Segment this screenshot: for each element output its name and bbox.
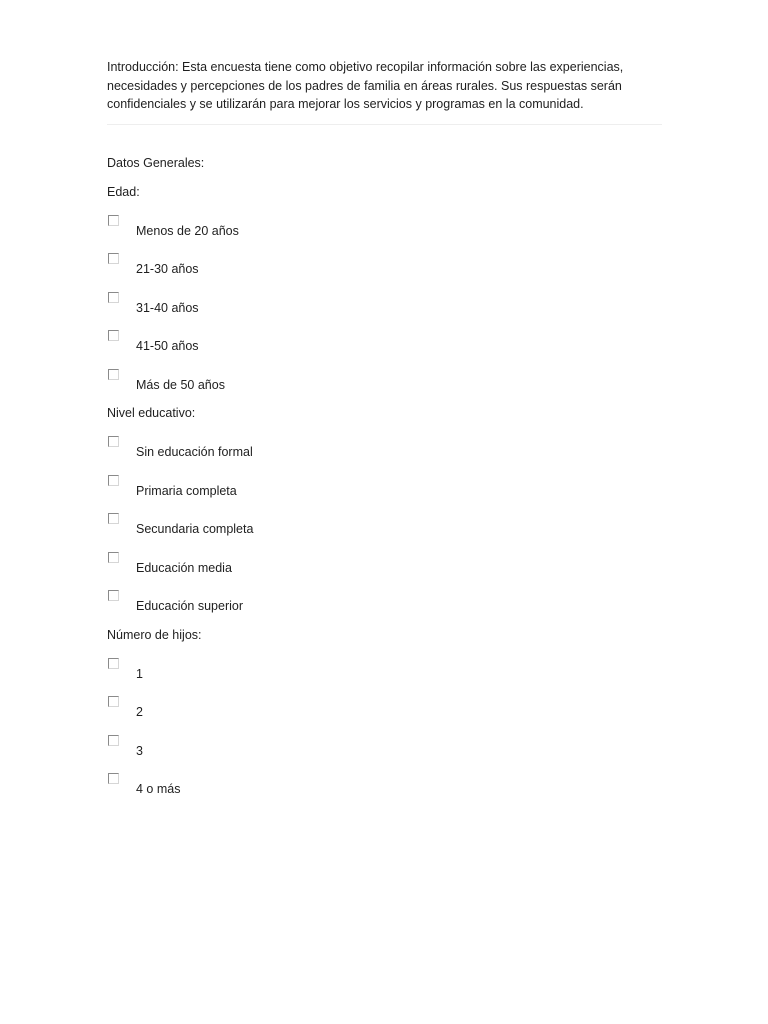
option-label: Primaria completa (136, 483, 237, 498)
checkbox-icon[interactable] (108, 658, 119, 669)
age-option[interactable] (107, 238, 662, 277)
checkbox-icon[interactable] (108, 215, 119, 226)
education-option[interactable] (107, 460, 662, 499)
option-label: Más de 50 años (136, 377, 225, 392)
question-children-label: Número de hijos: (107, 627, 202, 642)
children-options (107, 643, 662, 797)
option-label: Educación superior (136, 599, 244, 613)
survey-page (107, 58, 662, 797)
checkbox-icon[interactable] (108, 513, 119, 524)
question-education-label: Nivel educativo: (107, 406, 196, 420)
checkbox-icon[interactable] (108, 735, 119, 746)
children-option[interactable] (107, 720, 662, 759)
education-option[interactable] (107, 421, 662, 460)
children-option[interactable] (107, 643, 662, 682)
age-option[interactable] (107, 354, 662, 393)
option-label: 2 (136, 705, 143, 719)
education-option[interactable] (107, 498, 662, 537)
checkbox-icon[interactable] (108, 696, 119, 707)
age-options (107, 200, 662, 393)
question-age-label: Edad: (107, 184, 140, 199)
option-label: 21-30 años (136, 262, 199, 276)
option-label: Secundaria completa (136, 522, 254, 536)
education-option[interactable] (107, 537, 662, 576)
checkbox-icon[interactable] (108, 436, 119, 447)
education-options (107, 421, 662, 614)
age-option[interactable] (107, 277, 662, 316)
checkbox-icon[interactable] (108, 292, 119, 303)
intro-paragraph: Introducción: Esta encuesta tiene como objetivo recopilar información sobre las experiencias, necesidades y percepciones de los padres de familia en áreas rurales. Sus respuestas serán confidenciales y se utilizarán para mejorar los servicios y programas en la comunidad. (107, 60, 624, 111)
checkbox-icon[interactable] (108, 475, 119, 486)
option-label: Sin educación formal (136, 445, 253, 459)
divider (107, 124, 662, 125)
section-title: Datos Generales: (107, 155, 205, 170)
checkbox-icon[interactable] (108, 253, 119, 264)
education-option[interactable] (107, 575, 662, 614)
age-option[interactable] (107, 315, 662, 354)
option-label: 31-40 años (136, 300, 199, 315)
checkbox-icon[interactable] (108, 773, 119, 784)
option-label: 41-50 años (136, 339, 199, 353)
age-option[interactable] (107, 200, 662, 239)
checkbox-icon[interactable] (108, 590, 119, 601)
checkbox-icon[interactable] (108, 330, 119, 341)
option-label: Menos de 20 años (136, 223, 239, 238)
children-option[interactable] (107, 758, 662, 797)
checkbox-icon[interactable] (108, 369, 119, 380)
children-option[interactable] (107, 681, 662, 720)
checkbox-icon[interactable] (108, 552, 119, 563)
option-label: 1 (136, 666, 143, 681)
option-label: Educación media (136, 560, 232, 575)
option-label: 3 (136, 743, 143, 758)
option-label: 4 o más (136, 782, 181, 796)
